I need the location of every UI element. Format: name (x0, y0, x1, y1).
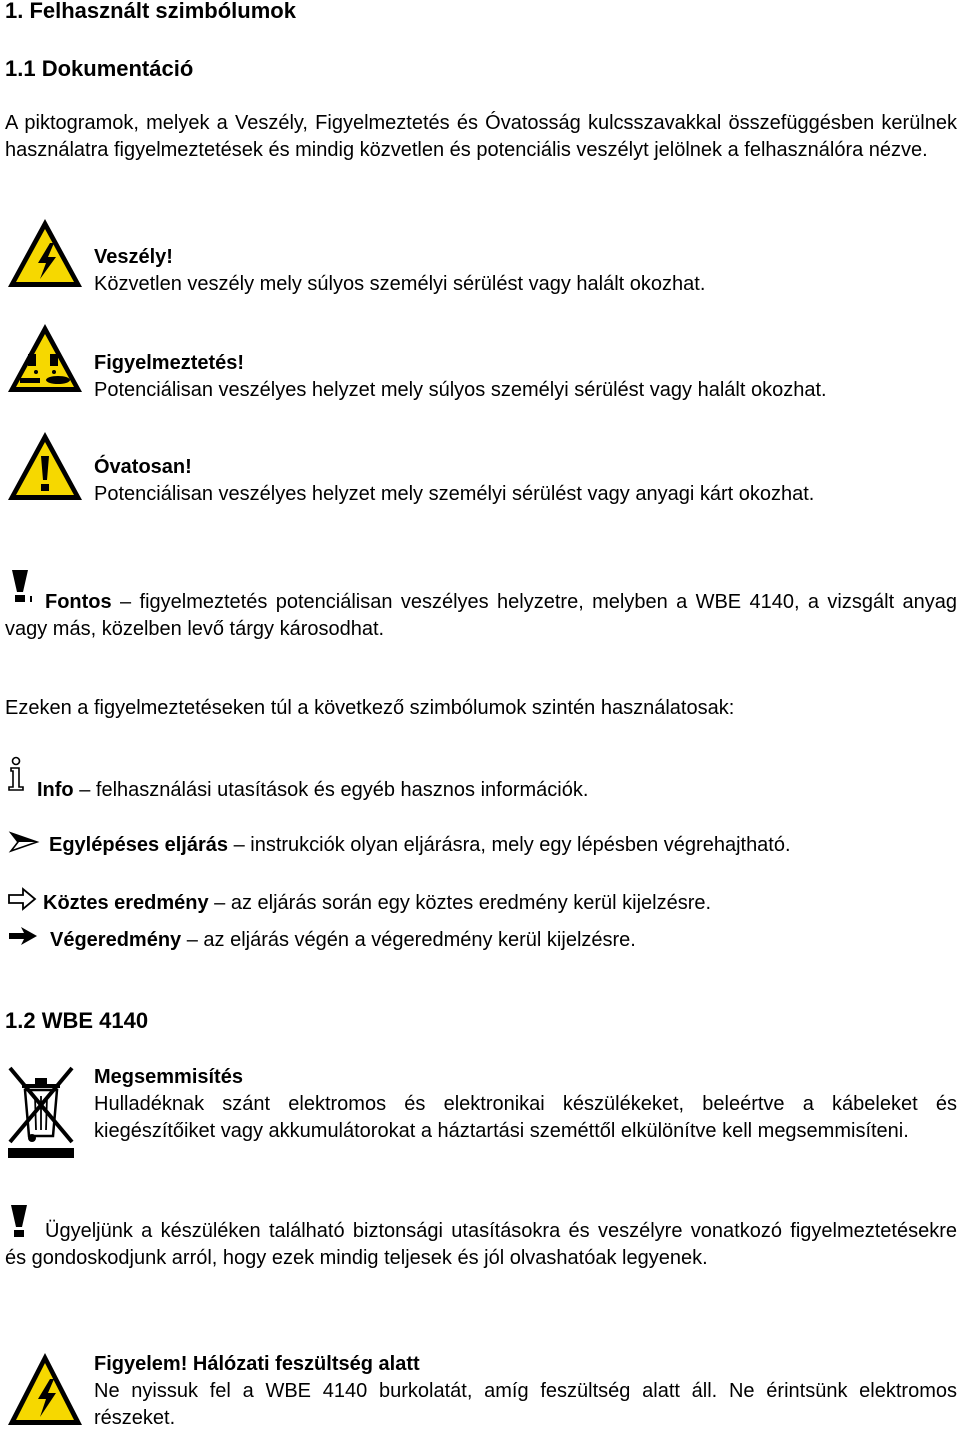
warning-text-caution: Potenciálisan veszélyes helyzet mely személyi sérülést vagy anyagi kárt okozhat. (94, 483, 815, 505)
symbol-info-label: Info (37, 779, 74, 801)
symbols-intro: Ezeken a figyelmeztetéseken túl a következő szimbólumok szintén használatosak: (5, 697, 735, 719)
corrosive-hazard-icon (6, 322, 84, 394)
symbol-info-text: – felhasználási utasítások és egyéb hasznos információk. (73, 779, 589, 801)
crossed-bin-icon (6, 1064, 76, 1162)
subsection-title-documentation: 1.1 Dokumentáció (5, 56, 194, 81)
voltage-hazard-icon (6, 1351, 84, 1427)
symbol-intermediate-result-label: Köztes eredmény (43, 892, 209, 914)
symbol-single-step-text: – instrukciók olyan eljárásra, mely egy lépésben végrehajtható. (228, 834, 791, 856)
subsection-title-wbe: 1.2 WBE 4140 (5, 1008, 149, 1033)
important-label: Fontos (45, 591, 112, 613)
symbol-final-result (50, 927, 636, 954)
intro-paragraph: A piktogramok, melyek a Veszély, Figyelmeztetés és Óvatosság kulcsszavakkal összefüggésben kerülnek használatra figyelmeztetések és mindig közvetlen és potenciális veszélyt jelölnek a felhasználóra nézve. (5, 112, 957, 161)
section-title: 1. Felhasznált szimbólumok (5, 0, 296, 23)
single-step-arrow-icon (10, 832, 38, 852)
disposal-title: Megsemmisítés (94, 1066, 243, 1088)
voltage-text: Ne nyissuk fel a WBE 4140 burkolatát, amíg feszültség alatt áll. Ne érintsünk elektromos részeket. (94, 1380, 957, 1429)
important-text: – figyelmeztetés potenciálisan veszélyes helyzetre, melyben a WBE 4140, a vizsgált anyag vagy más, közelben levő tárgy károsodhat. (5, 591, 957, 640)
disposal-text: Hulladéknak szánt elektromos és elektronikai készülékeket, beleértve a kábeleket és kiegészítőiket vagy akkumulátorokat a háztartási szeméttől elkülönítve kell megsemmisíteni. (94, 1093, 957, 1142)
symbol-info (37, 777, 588, 804)
symbol-final-result-text: – az eljárás végén a végeredmény kerül kijelzésre. (181, 929, 636, 951)
warning-text-warning: Potenciálisan veszélyes helyzet mely súlyos személyi sérülést vagy halált okozhat. (94, 379, 827, 401)
symbol-single-step (49, 832, 791, 859)
voltage-title: Figyelem! Hálózati feszültség alatt (94, 1353, 420, 1375)
symbol-intermediate-result-text: – az eljárás során egy köztes eredmény kerül kijelzésre. (208, 892, 712, 914)
warning-title-warning: Figyelmeztetés! (94, 352, 245, 374)
symbol-single-step-label: Egylépéses eljárás (49, 834, 229, 856)
warning-title-caution: Óvatosan! (94, 456, 192, 478)
safety-paragraph: Ügyeljünk a készüléken található biztonsági utasításokra és veszélyre vonatkozó figyelmeztetésekre és gondoskodjunk arról, hogy ezek mindig teljesek és jól olvashatóak legyenek. (5, 1220, 957, 1269)
warning-text-danger: Közvetlen veszély mely súlyos személyi sérülést vagy halált okozhat. (94, 273, 706, 295)
symbol-intermediate-result (43, 890, 711, 917)
intermediate-result-arrow-icon (8, 888, 36, 910)
general-warning-icon (6, 430, 84, 502)
final-result-arrow-icon (8, 925, 38, 947)
info-icon (6, 756, 26, 792)
symbol-final-result-label: Végeredmény (50, 929, 182, 951)
warning-title-danger: Veszély! (94, 246, 173, 268)
important-paragraph (5, 589, 957, 643)
electric-hazard-icon (6, 217, 84, 289)
